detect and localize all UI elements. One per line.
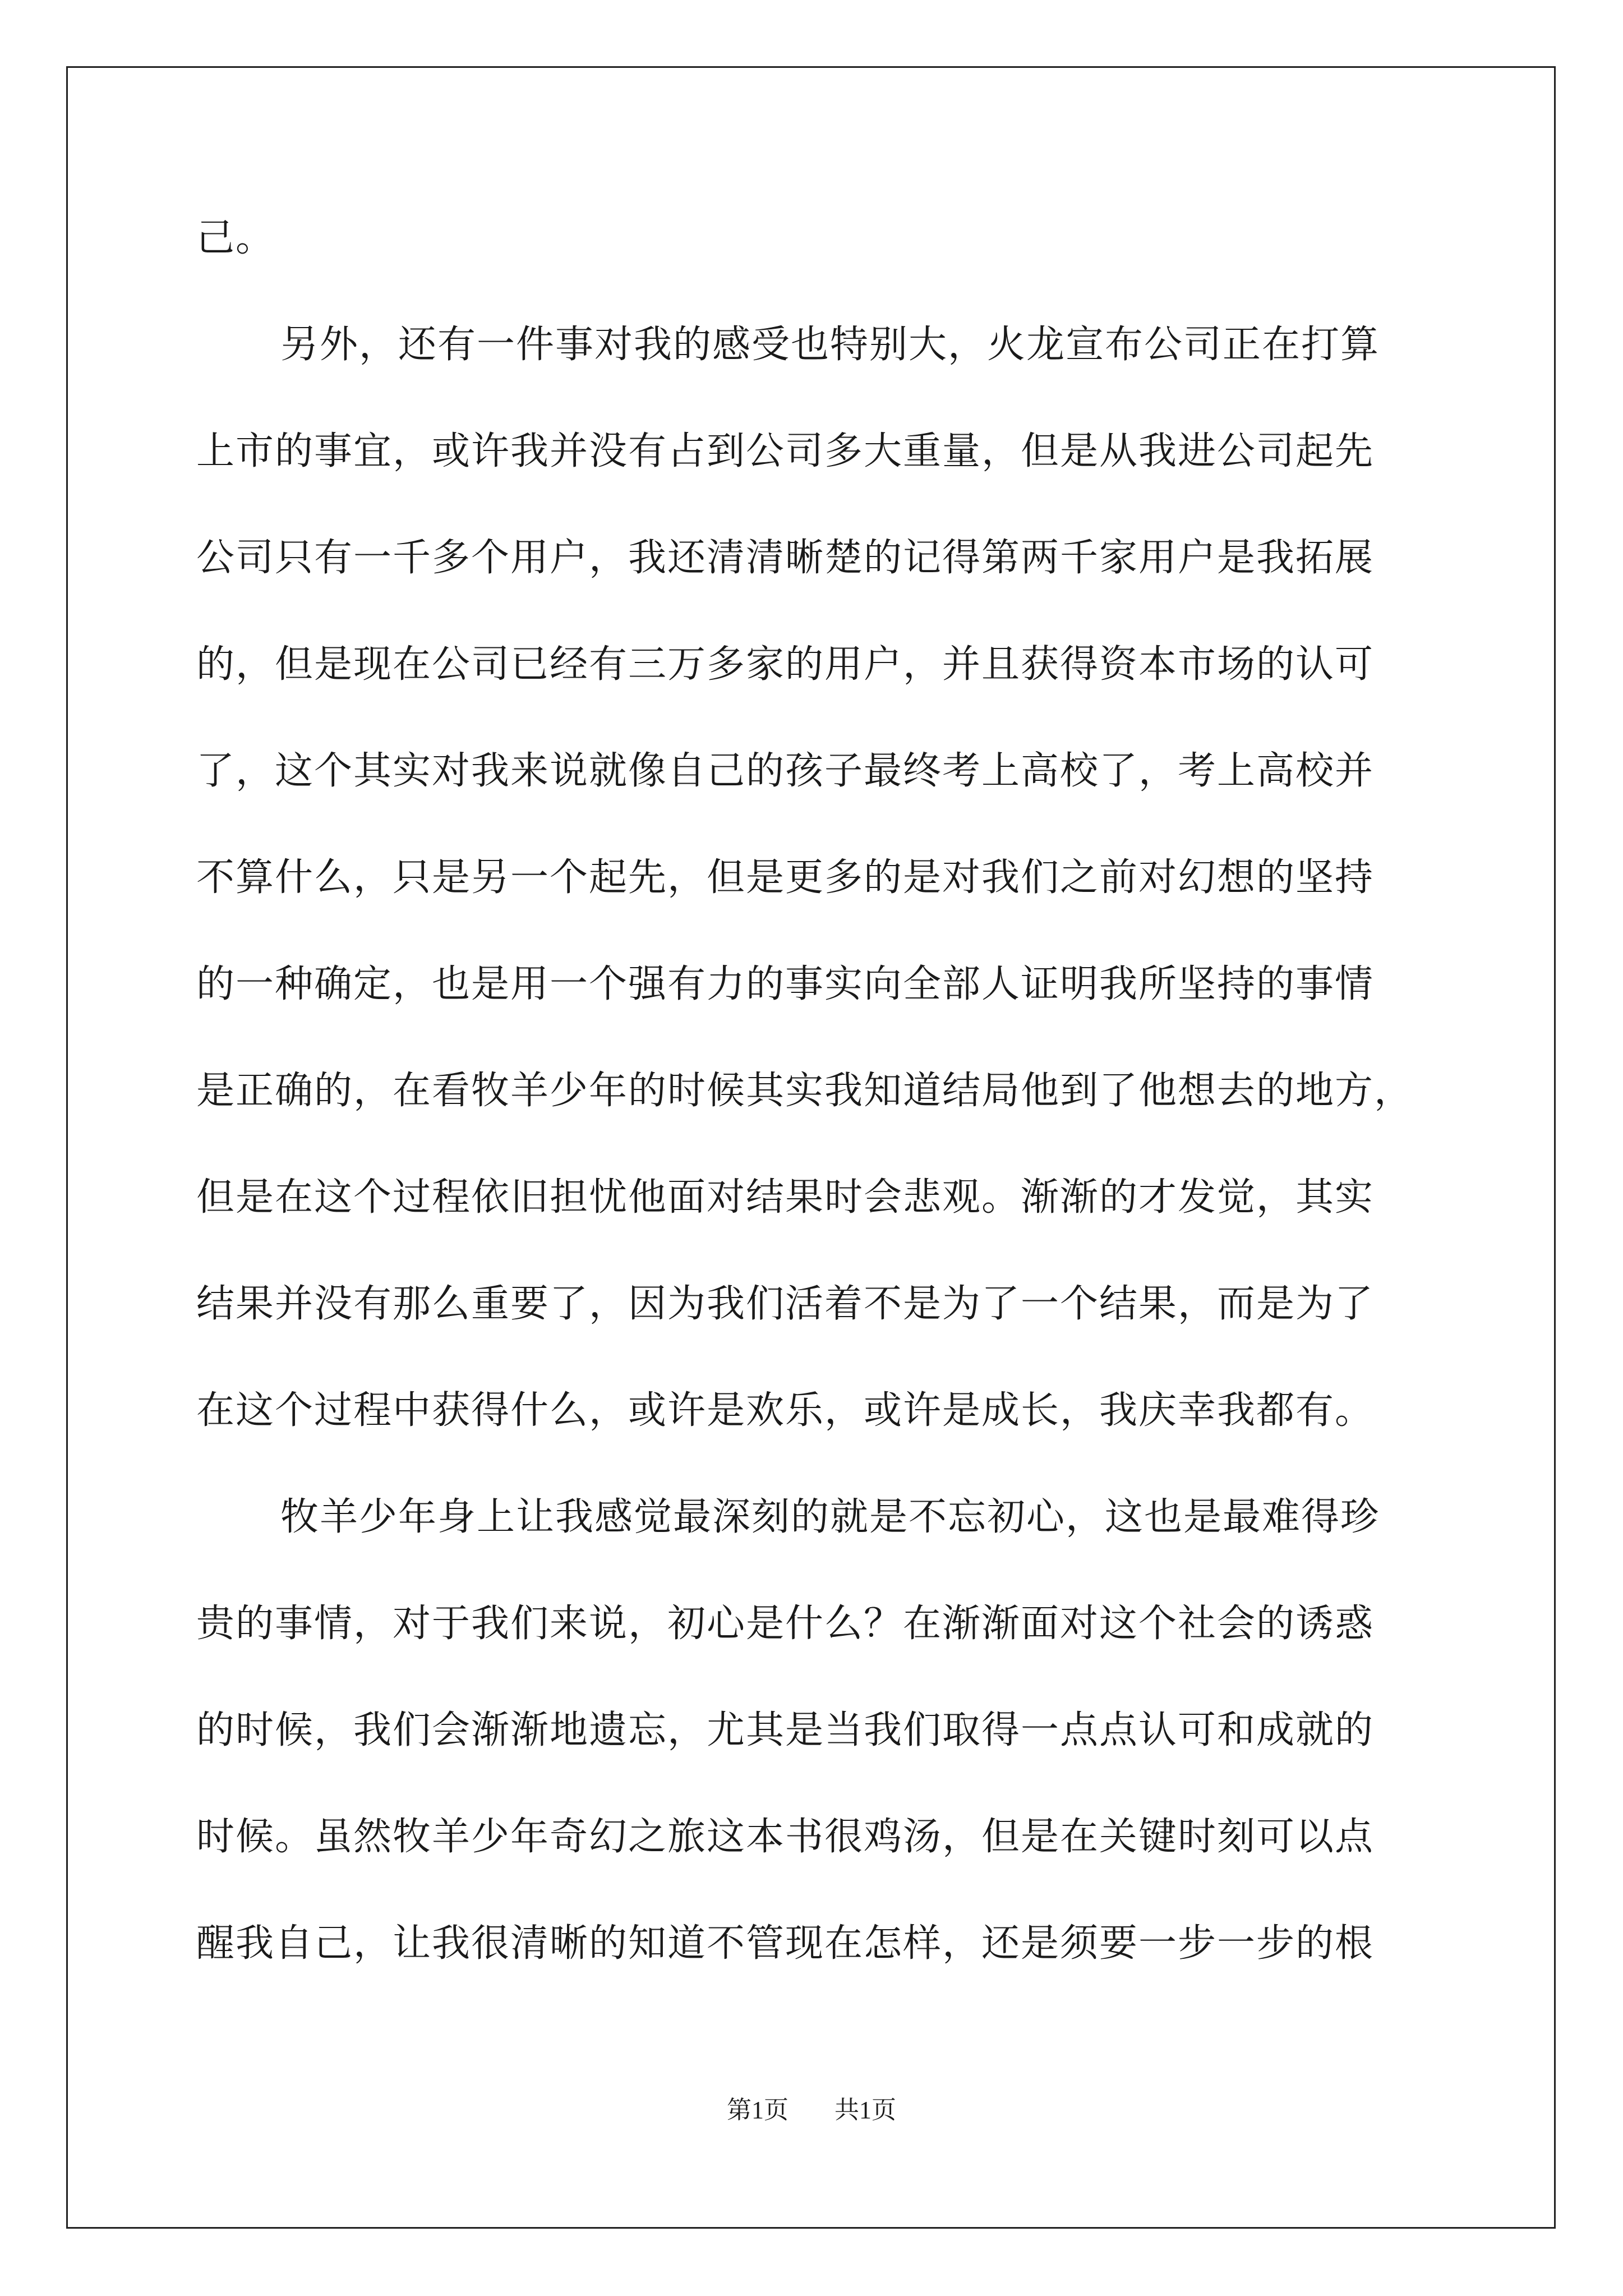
paragraph-start-line: 牧羊少年身上让我感觉最深刻的就是不忘初心，这也是最难得珍: [280, 1495, 1380, 1539]
text-line: 时候。虽然牧羊少年奇幻之旅这本书很鸡汤，但是在关键时刻可以点: [196, 1815, 1375, 1859]
text-line: 上市的事宜，或许我并没有占到公司多大重量，但是从我进公司起先: [196, 429, 1375, 473]
page-number: 第1页: [727, 2096, 789, 2124]
paragraph-start-line: 另外，还有一件事对我的感受也特别大，火龙宣布公司正在打算: [280, 323, 1380, 367]
text-line: 的一种确定，也是用一个强有力的事实向全部人证明我所坚持的事情: [196, 962, 1375, 1006]
text-line: 贵的事情，对于我们来说，初心是什么？在渐渐面对这个社会的诱惑: [196, 1602, 1375, 1646]
document-body: [196, 185, 1424, 1997]
text-line: 结果并没有那么重要了，因为我们活着不是为了一个结果，而是为了: [196, 1282, 1375, 1326]
text-line: 是正确的，在看牧羊少年的时候其实我知道结局他到了他想去的地方，: [196, 1069, 1414, 1113]
text-line: 但是在这个过程依旧担忧他面对结果时会悲观。渐渐的才发觉，其实: [196, 1175, 1375, 1220]
text-line: 的时候，我们会渐渐地遗忘，尤其是当我们取得一点点认可和成就的: [196, 1708, 1375, 1752]
page-total: 共1页: [834, 2096, 896, 2124]
text-line: 公司只有一千多个用户，我还清清晰楚的记得第两千家用户是我拓展: [196, 536, 1375, 580]
text-line: 不算什么，只是另一个起先，但是更多的是对我们之前对幻想的坚持: [196, 855, 1375, 900]
text-line: 己。: [196, 216, 275, 260]
page-footer: [0, 2090, 1623, 2125]
text-line: 醒我自己，让我很清晰的知道不管现在怎样，还是须要一步一步的根: [196, 1921, 1375, 1966]
text-line: 了，这个其实对我来说就像自己的孩子最终考上高校了，考上高校并: [196, 749, 1375, 793]
text-line: 的，但是现在公司已经有三万多家的用户，并且获得资本市场的认可: [196, 642, 1375, 687]
text-line: 在这个过程中获得什么，或许是欢乐，或许是成长，我庆幸我都有。: [196, 1388, 1375, 1433]
